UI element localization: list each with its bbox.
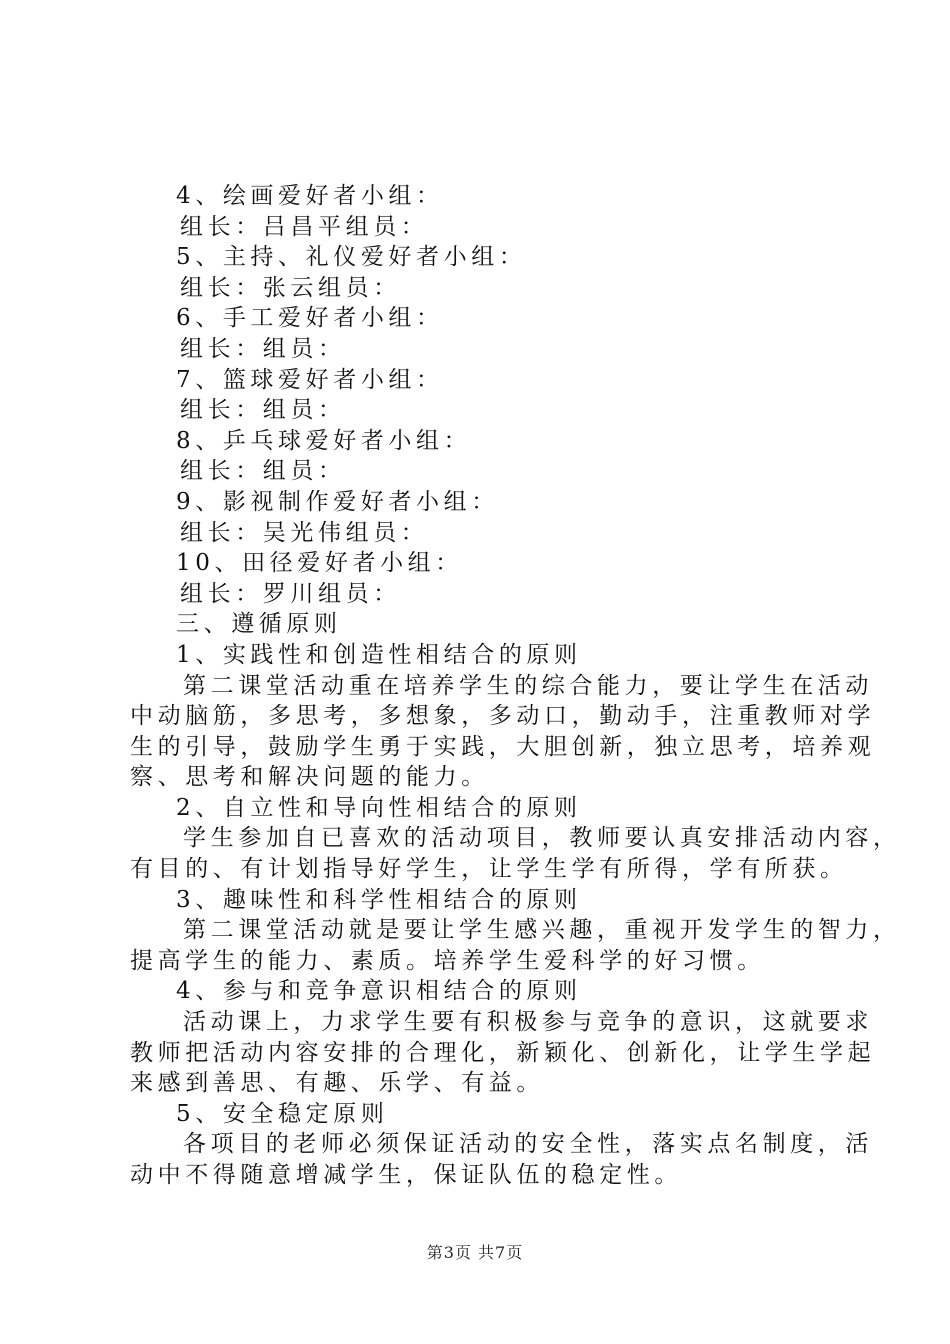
group-heading-7: 7、篮球爱好者小组： (176, 366, 444, 393)
paragraph-line: 提高学生的能力、素质。培养学生爱科学的好习惯。 (130, 947, 765, 974)
principle-heading-3: 3、趣味性和科学性相结合的原则 (176, 886, 582, 913)
principle-heading-2: 2、自立性和导向性相结合的原则 (176, 794, 582, 821)
group-heading-8: 8、乒乓球爱好者小组： (176, 427, 472, 454)
group-heading-5: 5、主持、礼仪爱好者小组： (176, 244, 527, 271)
group-leader-9: 组长：吴光伟组员： (180, 519, 429, 546)
group-leader-4: 组长：吕昌平组员： (180, 213, 429, 240)
paragraph-line: 活动课上，力求学生要有积极参与竞争的意识，这就要求 (183, 1009, 873, 1036)
paragraph-line: 察、思考和解决问题的能力。 (130, 764, 489, 791)
group-heading-4: 4、绘画爱好者小组： (176, 183, 444, 209)
group-leader-6: 组长：组员： (180, 335, 346, 362)
principle-heading-4: 4、参与和竞争意识相结合的原则 (176, 978, 582, 1005)
page-number-footer: 第3页 共7页 (426, 1243, 524, 1262)
paragraph-line: 第二课堂活动重在培养学生的综合能力，要让学生在活动 (183, 672, 873, 699)
group-heading-9: 9、影视制作爱好者小组： (176, 488, 499, 515)
group-leader-8: 组长：组员： (180, 458, 346, 485)
group-leader-10: 组长：罗川组员： (180, 580, 401, 607)
group-heading-10: 10、田径爱好者小组： (176, 550, 463, 577)
section-heading: 三、遵循原则 (176, 611, 342, 638)
principle-heading-5: 5、安全稳定原则 (176, 1100, 389, 1127)
paragraph-line: 动中不得随意增减学生，保证队伍的稳定性。 (130, 1162, 682, 1188)
paragraph-line: 生的引导，鼓励学生勇于实践，大胆创新，独立思考，培养观 (130, 733, 876, 760)
group-leader-5: 组长：张云组员： (180, 274, 401, 301)
group-leader-7: 组长：组员： (180, 397, 346, 424)
document-body (130, 181, 901, 1191)
paragraph-line: 第二课堂活动就是要让学生感兴趣，重视开发学生的智力， (183, 917, 901, 944)
principle-heading-1: 1、实践性和创造性相结合的原则 (176, 641, 582, 668)
paragraph-line: 来感到善思、有趣、乐学、有益。 (130, 1070, 544, 1097)
paragraph-line: 各项目的老师必须保证活动的安全性，落实点名制度，活 (183, 1131, 873, 1158)
paragraph-line: 学生参加自已喜欢的活动项目，教师要认真安排活动内容， (183, 825, 901, 852)
paragraph-line: 教师把活动内容安排的合理化，新颖化、创新化，让学生学起 (130, 1039, 876, 1066)
group-heading-6: 6、手工爱好者小组： (176, 305, 444, 332)
paragraph-line: 有目的、有计划指导好学生，让学生学有所得，学有所获。 (130, 856, 848, 883)
paragraph-line: 中动脑筋，多思考，多想象，多动口，勤动手，注重教师对学 (130, 703, 876, 730)
